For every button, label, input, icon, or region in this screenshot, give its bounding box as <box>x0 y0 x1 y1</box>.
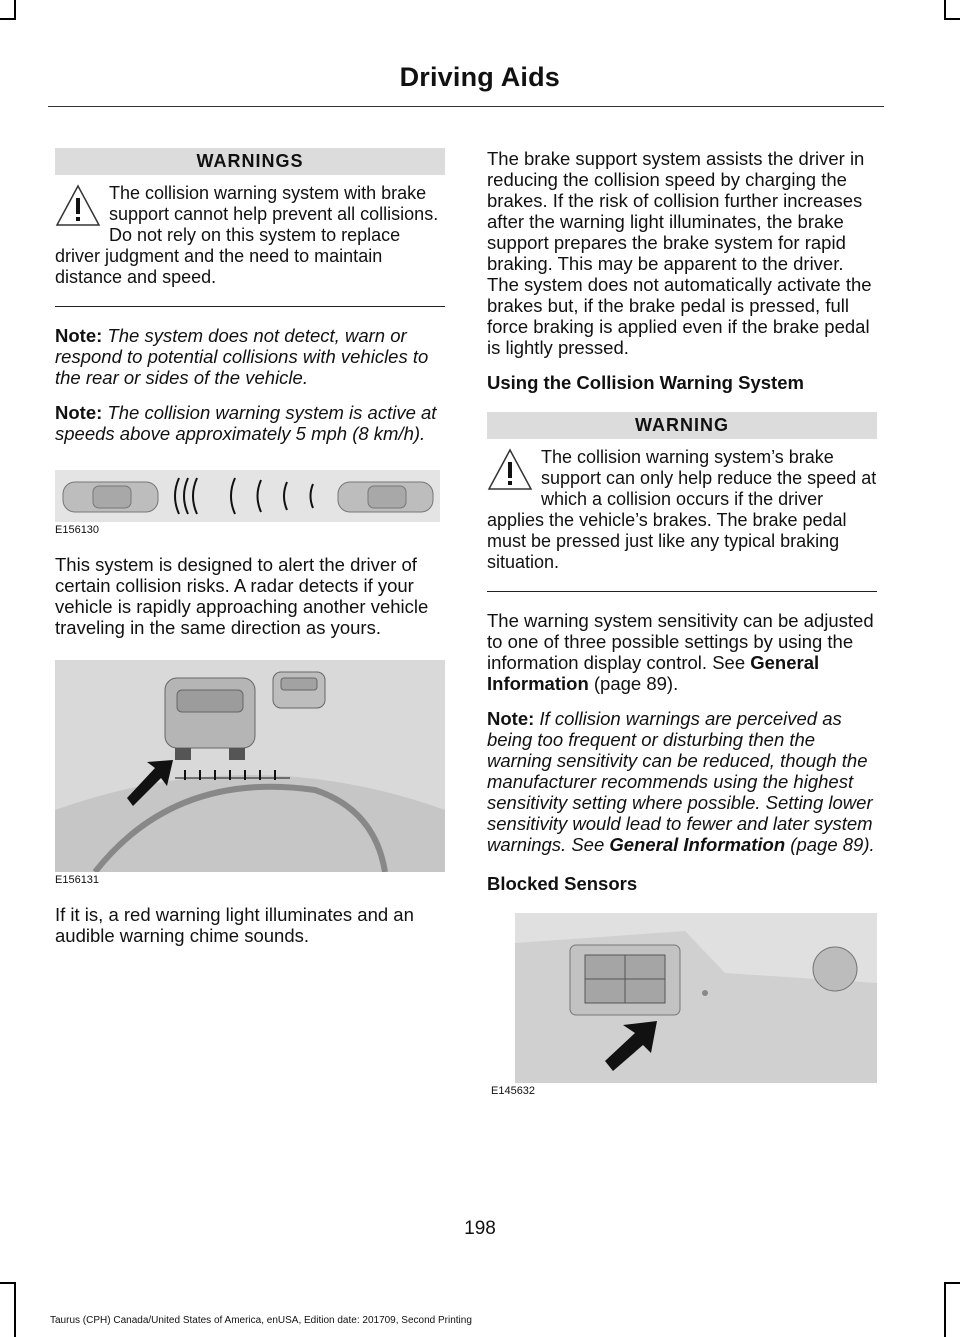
figure-code: E156131 <box>55 874 100 886</box>
paragraph-sensitivity <box>487 610 877 694</box>
warnings-text: The collision warning system with brake support cannot help prevent all collisions. Do not rely on this system to replace driver judgment and the need to maintain distance and speed. <box>55 183 439 287</box>
warning-body <box>487 447 877 573</box>
warning-rule <box>487 591 877 592</box>
warning-text: The collision warning system’s brake support can only help reduce the speed at which a collision occurs if the driver applies the vehicle’s brakes. The brake pedal must be pressed just like any typical braking situation. <box>487 447 877 572</box>
paragraph-brake-support: The brake support system assists the driver in reducing the collision speed by charging the brakes. If the risk of collision further increases after the warning light illuminates, the brake support prepares the brake system for rapid braking. This may be apparent to the driver. The system does not automatically activate the brakes but, if the brake pedal is pressed, full force braking is applied even if the brake pedal is lightly pressed. <box>487 148 872 358</box>
crop-mark <box>0 18 16 20</box>
crop-mark <box>14 1282 16 1337</box>
warnings-heading: WARNINGS <box>55 148 445 175</box>
section-heading: Blocked Sensors <box>487 873 638 894</box>
figure-code: E156130 <box>55 524 100 536</box>
paragraph-warning-light: If it is, a red warning light illuminates and an audible warning chime sounds. <box>55 904 414 946</box>
page-number: 198 <box>464 1218 496 1239</box>
warning-triangle-icon <box>55 183 101 229</box>
note-sensitivity <box>487 708 877 855</box>
dashboard-warning-illustration <box>55 660 445 872</box>
note-1 <box>55 325 445 388</box>
note-label: Note: <box>55 402 103 423</box>
cross-reference-link[interactable]: General Information <box>487 652 820 694</box>
radar-cars-illustration <box>55 470 440 522</box>
note-text: The collision warning system is active at speeds above approximately 5 mph (8 km/h). <box>55 402 437 444</box>
figure-code: E145632 <box>491 1085 536 1097</box>
crop-mark <box>944 18 960 20</box>
left-column <box>55 148 445 960</box>
rear-car-icon <box>63 482 158 512</box>
page-title: Driving Aids <box>399 62 560 92</box>
text: (page 89). <box>588 673 679 694</box>
warnings-body <box>55 183 445 288</box>
text: The warning system sensitivity can be adjusted to one of three possible settings by using the information display control. See <box>487 610 874 673</box>
footer-edition: Taurus (CPH) Canada/United States of America, enUSA, Edition date: 201709, Second Printing <box>50 1315 472 1326</box>
crop-mark <box>14 0 16 20</box>
blocked-sensor-illustration <box>515 913 877 1083</box>
crop-mark <box>0 1282 16 1284</box>
warning-triangle-icon <box>487 447 533 493</box>
crop-mark <box>944 1282 960 1284</box>
crop-mark <box>944 1282 946 1337</box>
front-car-icon <box>338 482 433 512</box>
cross-reference-link[interactable]: General Information <box>609 834 786 855</box>
warning-box <box>487 412 877 592</box>
distant-car-icon <box>273 672 325 708</box>
section-heading: Using the Collision Warning System <box>487 372 804 393</box>
lead-car-icon <box>165 678 255 760</box>
note-label: Note: <box>55 325 103 346</box>
note-2 <box>55 402 445 444</box>
note-text: If collision warnings are perceived as being too frequent or disturbing then the warning sensitivity can be reduced, though the manufacturer recommends using the highest sensitivity setting where possible. Setting lower sensitivity would lead to fewer and later system warnings. See <box>487 708 873 855</box>
right-column <box>487 148 877 1115</box>
note-text: (page 89). <box>785 834 875 855</box>
note-label: Note: <box>487 708 535 729</box>
warning-heading: WARNING <box>487 412 877 439</box>
paragraph-radar: This system is designed to alert the driver of certain collision risks. A radar detects if your vehicle is rapidly approaching another vehicle traveling in the same direction as yours. <box>55 554 429 638</box>
warnings-rule <box>55 306 445 307</box>
crop-mark <box>944 0 946 20</box>
note-text: The system does not detect, warn or respond to potential collisions with vehicles to the rear or sides of the vehicle. <box>55 325 429 388</box>
header-rule <box>48 106 884 107</box>
warnings-box <box>55 148 445 307</box>
